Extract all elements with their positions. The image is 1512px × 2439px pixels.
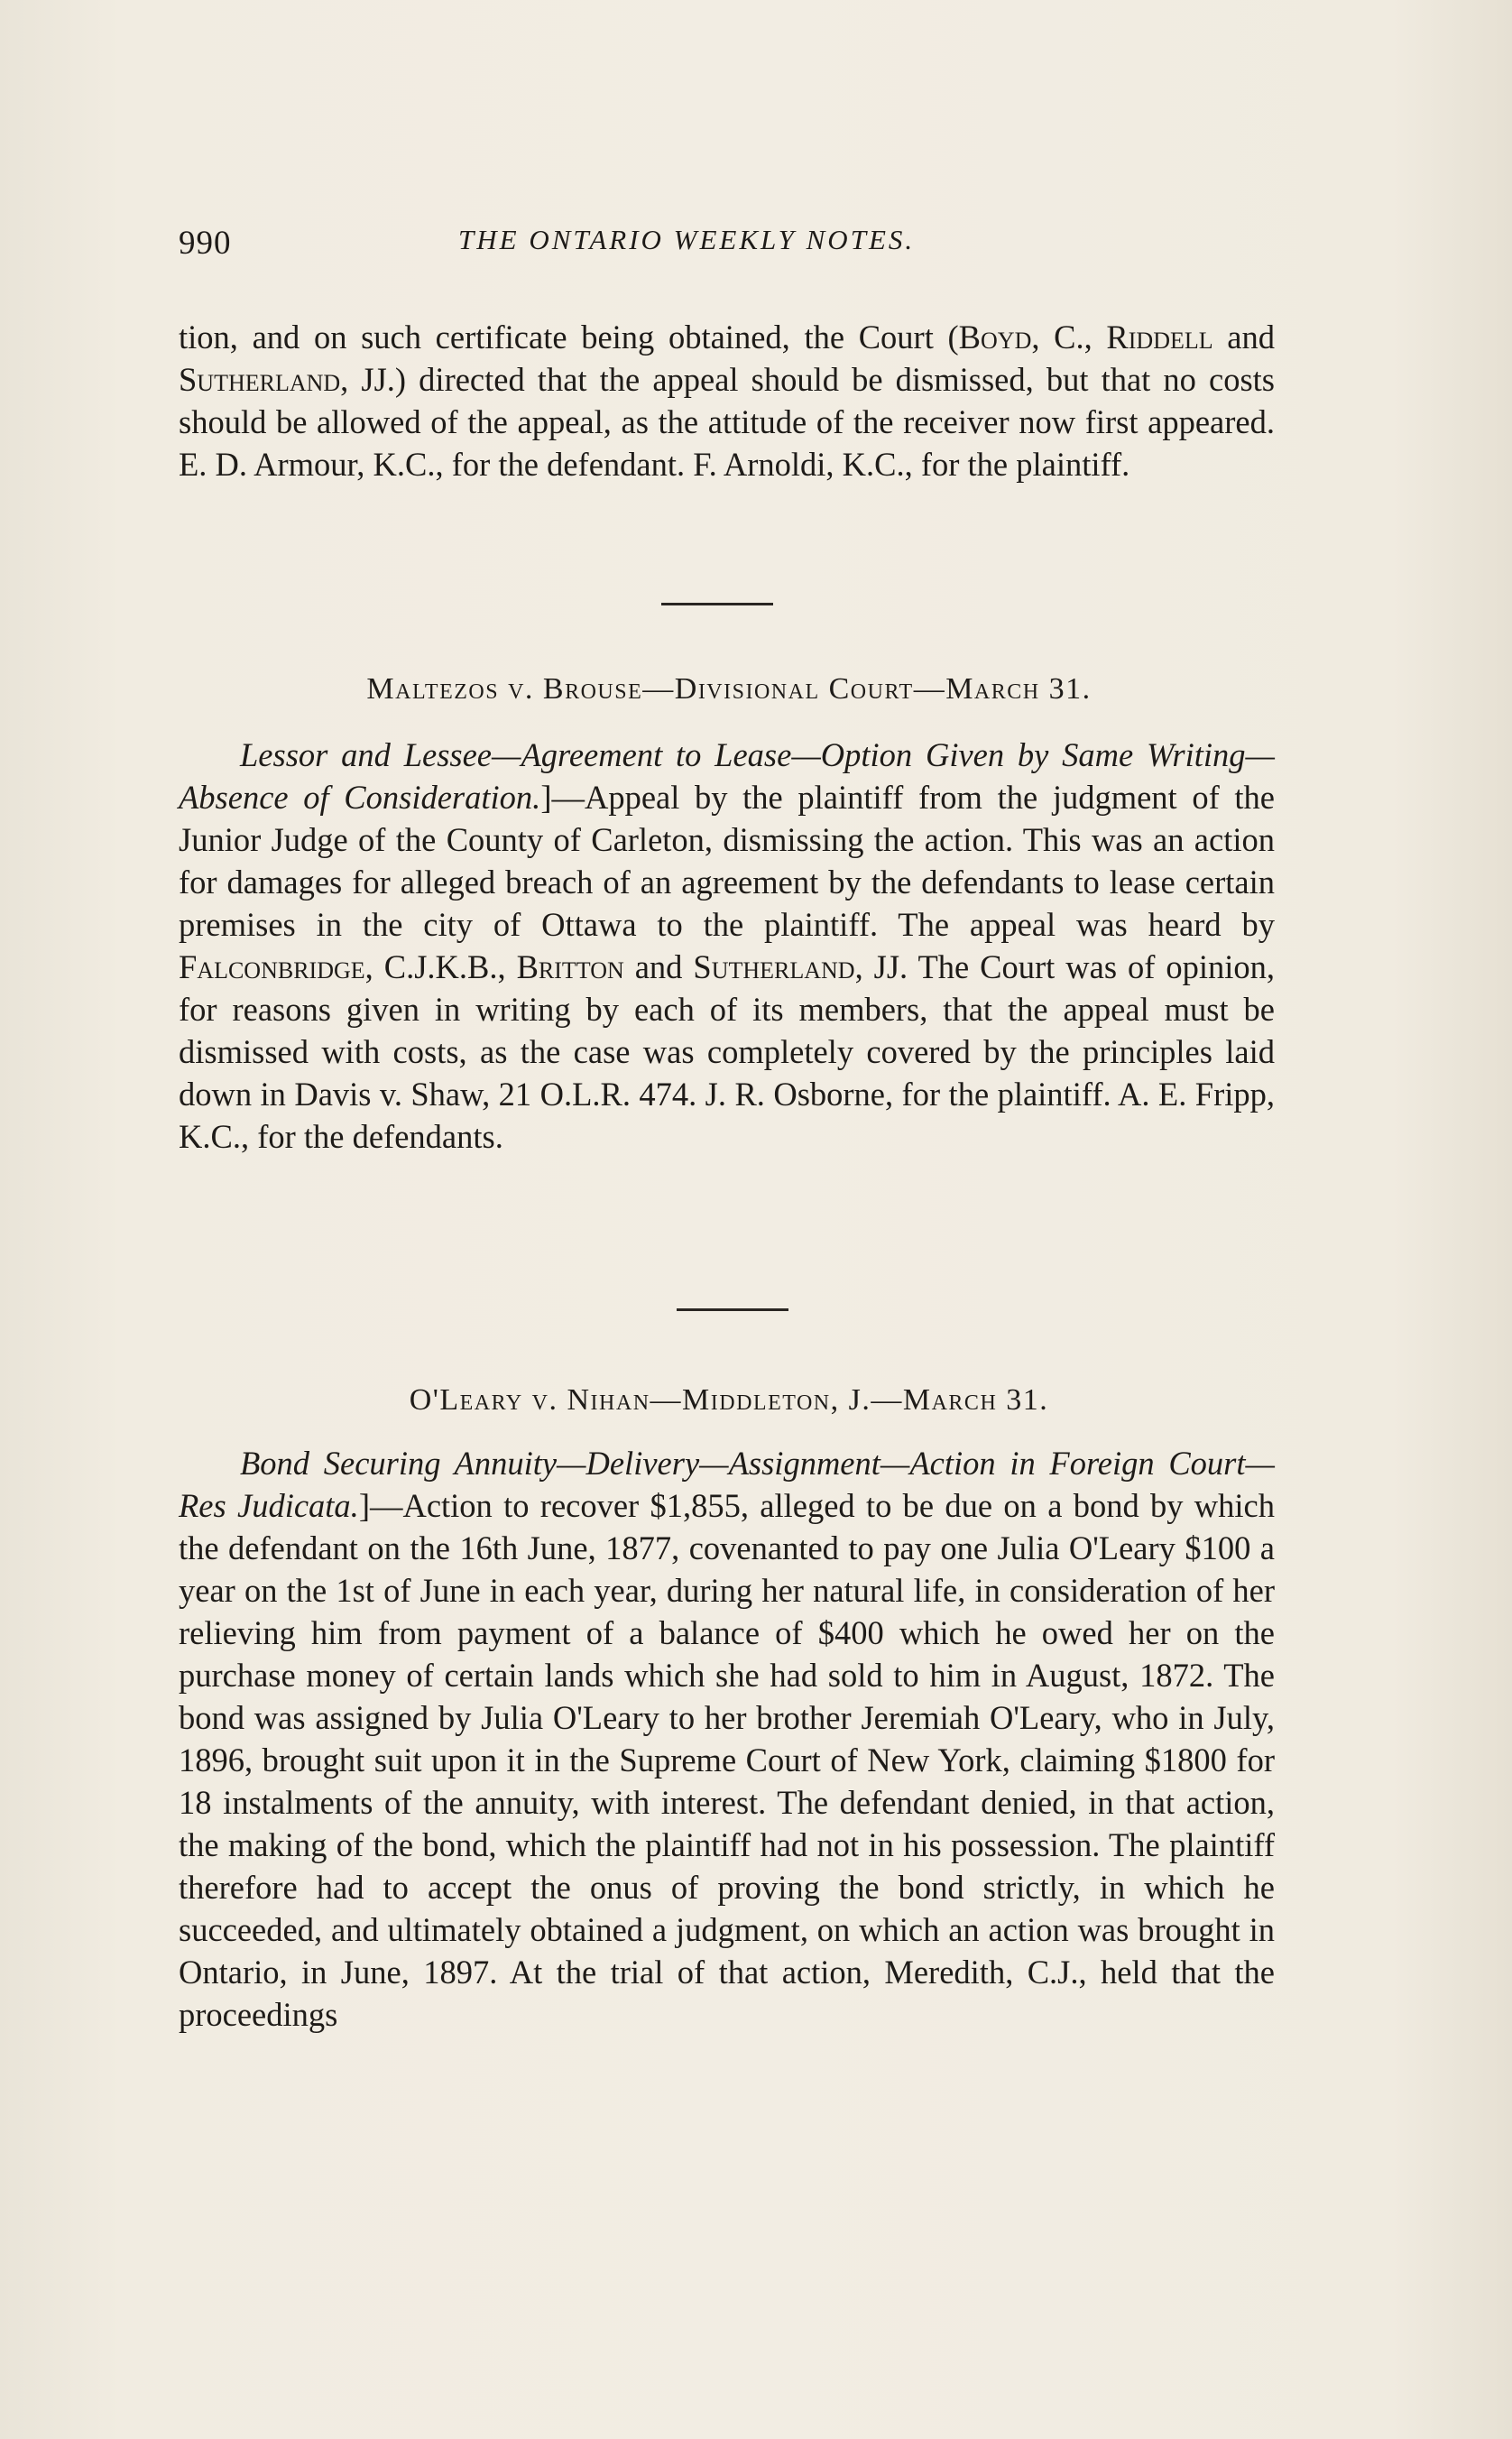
case-title: O'Leary v. Nihan—Middleton, J.—March 31.: [409, 1383, 1049, 1417]
text-span: , C.,: [1031, 319, 1107, 356]
judge-name: Riddell: [1106, 319, 1213, 356]
text-span: tion, and on such certificate being obtained, the Court (: [179, 319, 959, 356]
case-paragraph: [179, 1442, 1275, 2036]
judge-name: Falconbridge: [179, 948, 365, 985]
case-paragraph: [179, 734, 1275, 1158]
judge-name: Britton: [516, 948, 624, 985]
judge-name: Sutherland: [693, 948, 855, 985]
case-headnote: Lessor and Lessee—Agreement to Lease—Option Given by Same Writing—Absence of Consideration.: [179, 736, 1275, 816]
text-span: ]—Appeal by the plaintiff from the judgment of the Junior Judge of the County of Carleton, dismissing the action. This was an action for damages for alleged breach of an agreement by the defendants to lease certain premises in the city of Ottawa to the plaintiff. The appeal was heard by: [179, 779, 1275, 943]
page-number: 990: [179, 225, 232, 262]
text-span: and: [1212, 319, 1275, 356]
text-span: ]—Action to recover $1,855, alleged to be due on a bond by which the defendant on the 16th June, 1877, covenanted to pay one Julia O'Leary $100 a year on the 1st of June in each year, during her natural life, in consideration of her relieving him from payment of a balance of $400 which he owed her on the purchase money of certain lands which she had sold to him in August, 1872. The bond was assigned by Julia O'Leary to her brother Jeremiah O'Leary, who in July, 1896, brought suit upon it in the Supreme Court of New York, claiming $1800 for 18 instalments of the annuity, with interest. The defendant denied, in that action, the making of the bond, which the plaintiff had not in his possession. The plaintiff therefore had to accept the onus of proving the bond strictly, in which he succeeded, and ultimately obtained a judgment, on which an action was brought in Ontario, in June, 1897. At the trial of that action, Meredith, C.J., held that the proceedings: [179, 1487, 1275, 2033]
section-divider: [677, 1308, 788, 1311]
section-divider: [661, 603, 773, 605]
text-span: and: [623, 948, 694, 985]
case-title: Maltezos v. Brouse—Divisional Court—March 31.: [366, 672, 1092, 706]
judge-name: Sutherland: [179, 361, 341, 398]
text-span: , JJ. The Court was of opinion, for reasons given in writing by each of its members, that the appeal must be dismissed with costs, as the case was completely covered by the principles laid down in Davis v. Shaw, 21 O.L.R. 474. J. R. Osborne, for the plaintiff. A. E. Fripp, K.C., for the defendants.: [179, 948, 1276, 1155]
text-span: , C.J.K.B.,: [364, 948, 517, 985]
judge-name: Boyd: [958, 319, 1032, 356]
running-title: THE ONTARIO WEEKLY NOTES.: [458, 224, 916, 255]
case-headnote: Bond Securing Annuity—Delivery—Assignment—Action in Foreign Court—Res Judicata.: [179, 1445, 1275, 1524]
page-header: [179, 224, 1279, 278]
text-span: , JJ.) directed that the appeal should be dismissed, but that no costs should be allowed of the appeal, as the attitude of the receiver now first appeared. E. D. Armour, K.C., for the defendant. F. Arnoldi, K.C., for the plaintiff.: [179, 361, 1275, 483]
paragraph-continuation: [179, 316, 1275, 485]
